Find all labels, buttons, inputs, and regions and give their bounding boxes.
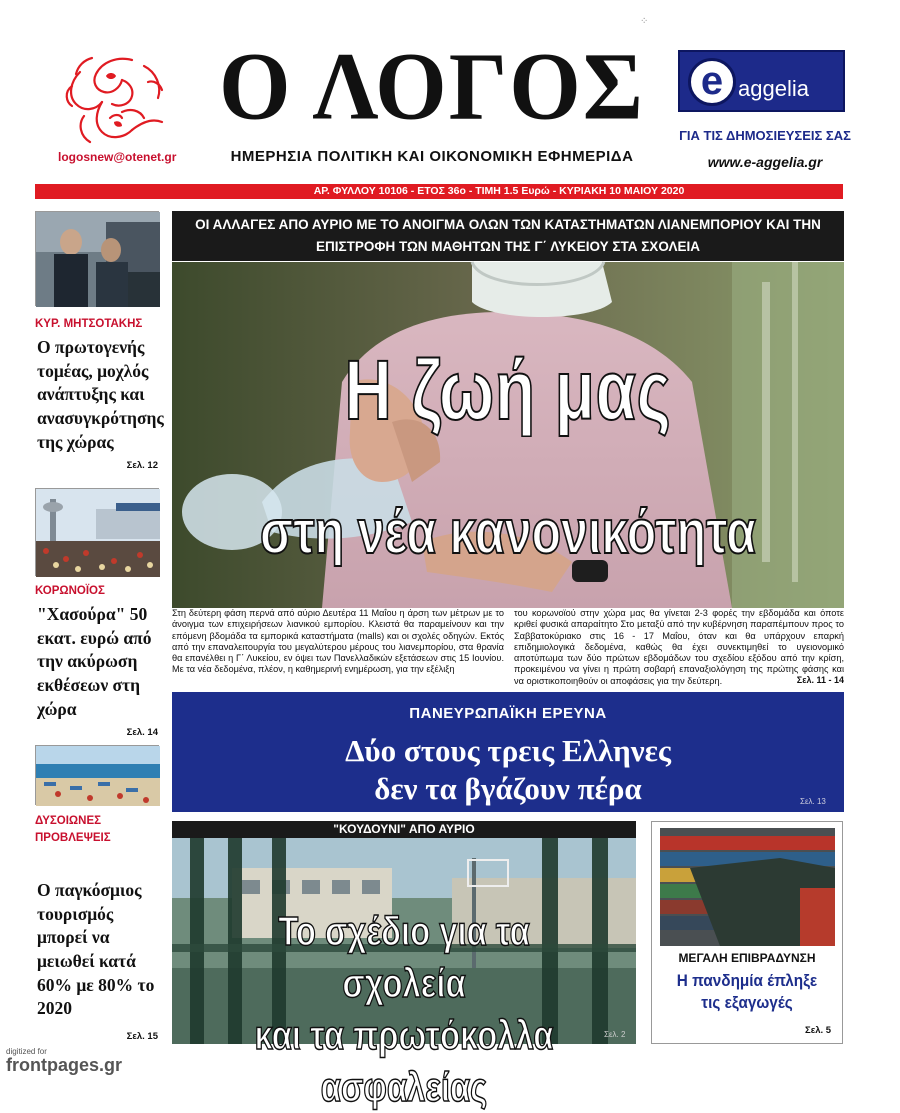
ad-url[interactable]: www.e-aggelia.gr <box>707 154 823 170</box>
school-headline-line-1: Το σχέδιο για τα σχολεία <box>278 908 530 1006</box>
lead-body-column-1: Στη δεύτερη φάση περνά από αύριο Δευτέρα 11 Μαΐου η άρση των μέτρων με το άνοιγμα των επιχειρήσεων λιανικού εμπορίου. Κλειστά θα παραμείνουν και την επόμενη βδομάδα τα εμπορικά καταστήματα (malls) και οι σχολές οδηγών. Εκτός από την επαναλειτουργία του μεγαλύτερου μέρους του λιανεμπορίου, στα θρανία θα επανέλθει η Γ΄ Λυκείου, εν όψει των Πανελλαδικών εξετάσεων στις 15 Ιουνίου. Με τα νέα δεδομένα, πλέον, η καθημερινή ενημέρωση, για την εξέλιξη <box>172 608 504 675</box>
sidebar-photo-mitsotakis <box>35 211 159 306</box>
survey-kicker: ΠΑΝΕΥΡΩΠΑΪΚΗ ΕΡΕΥΝΑ <box>409 705 607 722</box>
sidebar-kicker: ΚΥΡ. ΜΗΤΣΟΤΑΚΗΣ <box>35 318 143 330</box>
sidebar-photo-exhibition <box>35 488 159 576</box>
beach-photo-icon <box>36 746 160 806</box>
survey-headline-line-2: δεν τα βγάζουν πέρα <box>374 771 642 806</box>
ad-caption: ΓΙΑ ΤΙΣ ΔΗΜΟΣΙΕΥΣΕΙΣ ΣΑΣ <box>679 128 851 143</box>
newspaper-subtitle: ΗΜΕΡΗΣΙΑ ΠΟΛΙΤΙΚΗ ΚΑΙ ΟΙΚΟΝΟΜΙΚΗ ΕΦΗΜΕΡΙΔΑ <box>230 148 634 165</box>
fairground-photo-icon <box>36 489 160 577</box>
sidebar-kicker: ΔΥΣΟΙΩΝΕΣ ΠΡΟΒΛΕΨΕΙΣ <box>35 815 111 845</box>
sidebar-kicker: ΚΟΡΩΝΟΪΟΣ <box>35 585 105 597</box>
school-headline[interactable] <box>218 905 589 1113</box>
school-kicker-bar: "ΚΟΥΔΟΥΝΙ" ΑΠΟ ΑΥΡΙΟ <box>172 821 636 838</box>
issue-info-bar: ΑΡ. ΦΥΛΛΟΥ 10106 - ΕΤΟΣ 36ο - ΤΙΜΗ 1.5 Ευρώ - ΚΥΡΙΑΚΗ 10 ΜΑΙΟΥ 2020 <box>35 184 843 199</box>
school-headline-line-2: και τα πρωτόκολλα ασφαλείας <box>254 1012 554 1110</box>
sidebar-page-ref: Σελ. 14 <box>126 727 158 738</box>
lead-headline-line-1[interactable]: Η ζωή μας <box>344 343 672 437</box>
exports-headline-line-2: τις εξαγωγές <box>701 993 793 1012</box>
angel-figures-logo-icon <box>62 52 170 150</box>
lead-page-ref: Σελ. 11 - 14 <box>796 675 844 685</box>
lead-headline-line-2[interactable]: στη νέα κανονικότητα <box>259 498 757 567</box>
e-aggelia-logo-letter: e <box>688 58 736 106</box>
exports-kicker: ΜΕΓΑΛΗ ΕΠΙΒΡΑΔΥΝΣΗ <box>678 951 816 965</box>
frontpages-link[interactable]: frontpages.gr <box>6 1055 123 1075</box>
digitized-label: digitized for <box>6 1047 47 1056</box>
exports-headline-line-1: Η πανδημία έπληξε <box>676 971 818 990</box>
shipping-containers-photo-icon <box>660 828 835 946</box>
sidebar-headline[interactable]: Ο πρωτογενής τομέας, μοχλός ανάπτυξης και ανασυγκρότησης της χώρας <box>37 337 164 452</box>
lead-kicker-bar: ΟΙ ΑΛΛΑΓΕΣ ΑΠΟ ΑΥΡΙΟ ΜΕ ΤΟ ΑΝΟΙΓΜΑ ΟΛΩΝ ΤΩΝ ΚΑΤΑΣΤΗΜΑΤΩΝ ΛΙΑΝΕΜΠΟΡΙΟΥ ΚΑΙ ΤΗΝ ΕΠΙΣΤΡΟΦΗ ΤΩΝ ΜΑΘΗΤΩΝ ΤΗΣ Γ΄ ΛΥΚΕΙΟΥ ΣΤΑ ΣΧΟΛΕΙΑ <box>172 211 844 261</box>
sidebar-page-ref: Σελ. 12 <box>126 460 158 471</box>
contact-email: logosnew@otenet.gr <box>58 150 177 164</box>
survey-headline[interactable] <box>172 732 844 808</box>
sidebar-headline[interactable]: Ο παγκόσμιος τουρισμός μπορεί να μειωθεί κατά 60% με 80% το 2020 <box>37 880 155 1019</box>
sidebar-photo-beach <box>35 745 159 805</box>
exports-headline[interactable] <box>661 970 834 1014</box>
newspaper-title: Ο ΛΟΓΟΣ <box>219 32 645 140</box>
school-page-ref: Σελ. 2 <box>604 1030 626 1039</box>
survey-headline-line-1: Δύο στους τρεις Ελληνες <box>345 733 671 768</box>
e-aggelia-logo-word: aggelia <box>738 76 809 101</box>
survey-page-ref: Σελ. 13 <box>800 797 826 806</box>
corner-mark: ⁘ <box>640 16 649 27</box>
sidebar-page-ref: Σελ. 15 <box>126 1031 158 1042</box>
lead-body-column-2: του κορωνοϊού στην χώρα μας θα γίνεται 2-3 φορές την εβδομάδα και όποτε κριθεί φυσικά απαραίτητο Στο μεταξύ από την κυβέρνηση παραπέμπουν προς το Σαββατοκύριακο στις 16 - 17 Μαΐου, όταν και θα υπάρχουν επαρκή επιδημιολογικά δεδομένα, καθώς θα έχει συνεκτιμηθεί το υγειονομικό αποτύπωμα των δύο πρώτων εβδομάδων του σχεδίου εξόδου από την κρίση, προκειμένου να γίνει η πρώτη σοβαρή επαναξιολόγηση της πρώτης φάσης και να οριστικοποιηθούν οι αποφάσεις για την δεύτερη. <box>514 608 844 686</box>
exports-photo <box>660 828 835 946</box>
people-photo-icon <box>36 212 160 307</box>
sidebar-headline[interactable]: "Χασούρα" 50 εκατ. ευρώ από την ακύρωση εκθέσεων στη χώρα <box>37 604 152 719</box>
exports-page-ref: Σελ. 5 <box>805 1025 832 1036</box>
